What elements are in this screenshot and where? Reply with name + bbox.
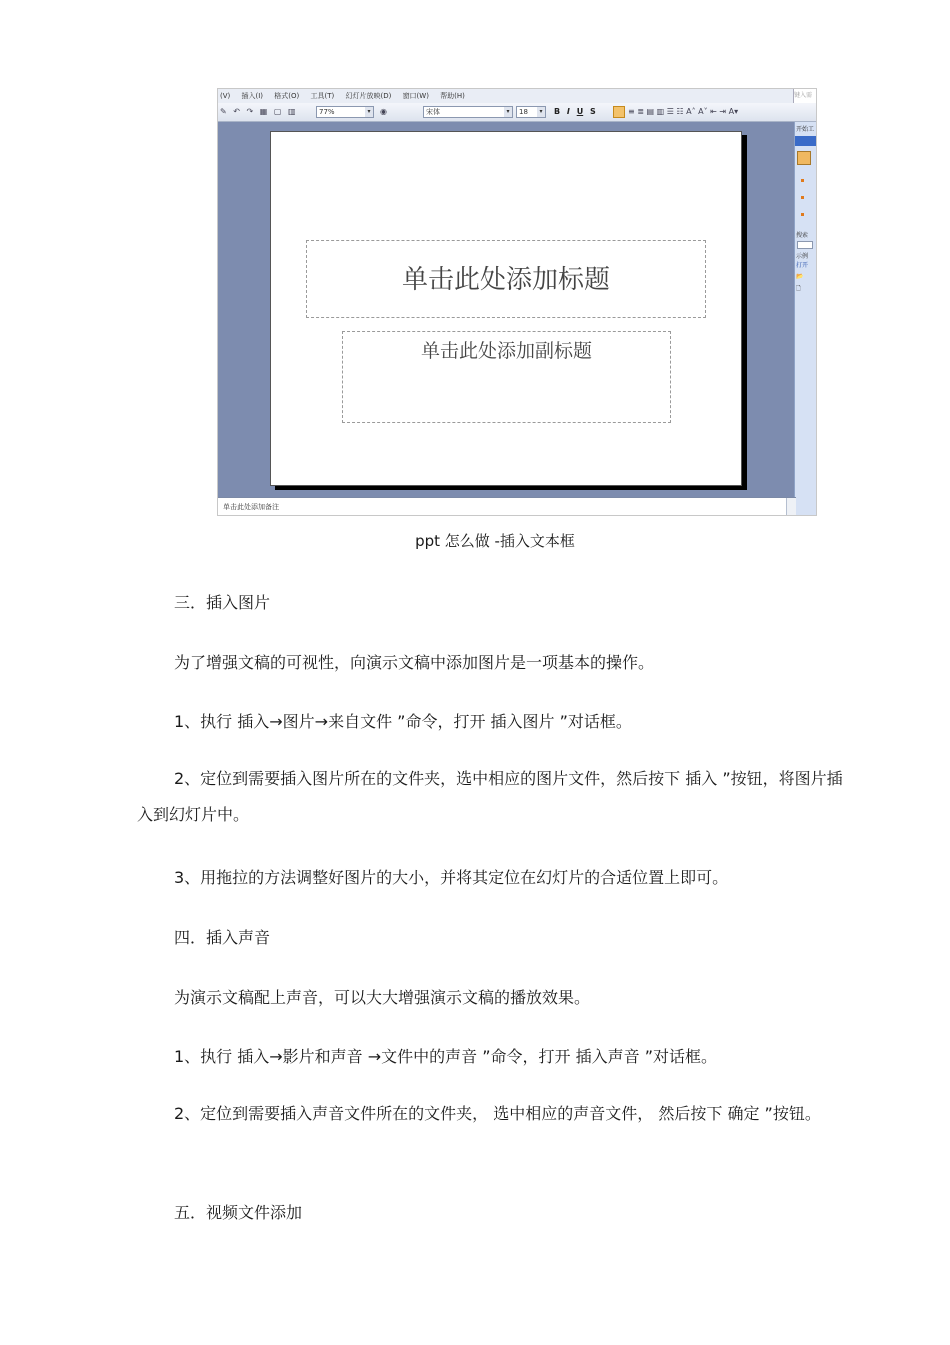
notes-scrollbar[interactable] bbox=[786, 498, 796, 515]
menu-item-slideshow[interactable]: 幻灯片放映(D) bbox=[345, 92, 392, 100]
task-pane-nav[interactable] bbox=[795, 136, 816, 146]
document-icon[interactable]: 🗋 bbox=[796, 285, 801, 292]
section-3-step-1: 1、执行 插入→图片→来自文件 ”命令，打开 插入图片 ”对话框。 bbox=[174, 712, 632, 731]
section-3-step-3: 3、用拖拉的方法调整好图片的大小，并将其定位在幻灯片的合适位置上即可。 bbox=[174, 868, 729, 887]
chevron-down-icon: ▾ bbox=[504, 107, 512, 117]
font-name-value: 宋体 bbox=[426, 108, 440, 116]
section-heading-4: 四．插入声音 bbox=[174, 928, 271, 947]
menu-bar bbox=[218, 89, 796, 103]
chevron-down-icon: ▾ bbox=[365, 107, 373, 117]
title-placeholder[interactable]: 单击此处添加标题 bbox=[306, 240, 706, 318]
standard-toolbar-icons[interactable]: ✎ ↶ ↷ ▦ ▢ ▥ bbox=[220, 107, 298, 116]
ppt-screenshot bbox=[217, 88, 817, 516]
help-search-input[interactable]: 键入需 bbox=[793, 89, 816, 103]
section-4-step-1: 1、执行 插入→影片和声音 →文件中的声音 ”命令，打开 插入声音 ”对话框。 bbox=[174, 1047, 718, 1066]
section-3-intro: 为了增强文稿的可视性，向演示文稿中添加图片是一项基本的操作。 bbox=[174, 653, 655, 672]
slide-workspace bbox=[218, 122, 796, 497]
font-size-value: 18 bbox=[519, 108, 528, 116]
menu-item-tools[interactable]: 工具(T) bbox=[310, 92, 335, 100]
task-pane-title: 开始工 bbox=[796, 126, 815, 133]
italic-button[interactable]: I bbox=[566, 107, 570, 116]
section-3-step-2: 2、定位到需要插入图片所在的文件夹，选中相应的图片文件，然后按下 插入 ”按钮，将图片插入到幻灯片中。 bbox=[137, 769, 843, 824]
underline-button[interactable]: U bbox=[576, 107, 584, 116]
menu-item-help[interactable]: 帮助(H) bbox=[440, 92, 465, 100]
font-size-select[interactable] bbox=[516, 106, 546, 118]
section-4-step-2: 2、定位到需要插入声音文件所在的文件夹， 选中相应的声音文件， 然后按下 确定 ”按钮。 bbox=[174, 1104, 821, 1123]
chevron-down-icon: ▾ bbox=[537, 107, 545, 117]
help-icon[interactable]: ◉ bbox=[380, 107, 389, 116]
bullet-icon bbox=[801, 196, 804, 199]
zoom-value: 77% bbox=[319, 108, 335, 116]
subtitle-placeholder[interactable]: 单击此处添加副标题 bbox=[342, 331, 671, 423]
example-label: 示例 bbox=[796, 253, 809, 260]
office-online-icon[interactable] bbox=[797, 151, 811, 165]
notes-placeholder: 单击此处添加备注 bbox=[223, 503, 279, 511]
shadow-button[interactable]: S bbox=[589, 107, 596, 116]
bullet-icon bbox=[801, 213, 804, 216]
zoom-select[interactable] bbox=[316, 106, 374, 118]
toolbar bbox=[218, 103, 817, 122]
folder-icon[interactable]: 📂 bbox=[796, 273, 804, 280]
open-section-label[interactable]: 打开 bbox=[796, 262, 809, 269]
slide-canvas[interactable] bbox=[270, 131, 742, 486]
menu-item-window[interactable]: 窗口(W) bbox=[402, 92, 429, 100]
menu-item-format[interactable]: 格式(O) bbox=[274, 92, 300, 100]
format-buttons bbox=[554, 107, 600, 116]
menu-item-insert[interactable]: 插入(I) bbox=[241, 92, 264, 100]
section-heading-5: 五．视频文件添加 bbox=[174, 1203, 303, 1222]
search-input[interactable] bbox=[797, 241, 813, 249]
figure-caption: ppt 怎么做 -插入文本框 bbox=[415, 532, 575, 550]
font-name-select[interactable] bbox=[423, 106, 513, 118]
align-left-button[interactable] bbox=[613, 106, 625, 118]
task-pane bbox=[794, 122, 816, 516]
section-heading-3: 三．插入图片 bbox=[174, 593, 271, 612]
paragraph-toolbar-icons[interactable]: ≡ ≣ ▤ ▥ ☰ ☷ A˄ A˅ ⇤ ⇥ A▾ bbox=[628, 107, 739, 116]
bullet-icon bbox=[801, 179, 804, 182]
section-4-intro: 为演示文稿配上声音，可以大大增强演示文稿的播放效果。 bbox=[174, 988, 591, 1007]
notes-pane[interactable] bbox=[218, 497, 796, 515]
bold-button[interactable]: B bbox=[554, 107, 561, 116]
menu-item-view[interactable]: (V) bbox=[220, 92, 231, 100]
search-label: 搜索 bbox=[796, 232, 809, 239]
